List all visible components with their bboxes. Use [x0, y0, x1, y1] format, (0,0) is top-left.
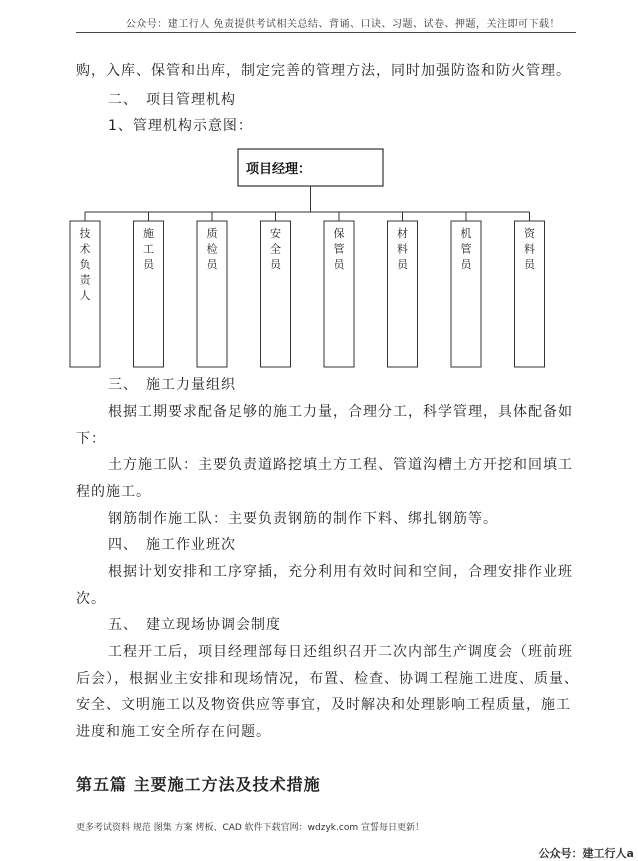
- page-header-text: 公众号：建工行人 免责提供考试相关总结、背诵、口诀、习题、试卷、押题，关注即可下载！: [125, 19, 560, 30]
- role-char: 人: [79, 289, 91, 302]
- role-char: 术: [79, 242, 91, 256]
- watermark-text: 公众号：建工行人a: [538, 847, 634, 860]
- role-char: 工: [143, 242, 154, 256]
- paragraph-shifts-line1: 根据计划安排和工序穿插，充分利用有效时间和空间，合理安排作业班: [108, 564, 573, 580]
- section-number: 三、: [108, 377, 138, 393]
- section-number: 四、: [108, 537, 138, 553]
- role-char: 责: [79, 273, 91, 287]
- role-char: 员: [333, 258, 345, 271]
- paragraph-coordination-line2: 后会），根据业主安排和现场情况，布置、检查、协调工程施工进度、质量、: [76, 671, 579, 687]
- paragraph-workforce-line2: 下：: [76, 431, 106, 447]
- role-char: 员: [397, 258, 408, 271]
- section-title: 施工力量组织: [146, 377, 236, 393]
- section-title: 项目管理机构: [146, 92, 236, 108]
- section-title: 施工作业班次: [146, 537, 236, 553]
- role-char: 管: [333, 242, 345, 256]
- role-char: 检: [206, 242, 218, 256]
- role-char: 员: [270, 258, 281, 271]
- chapter-title: 第五篇 主要施工方法及技术措施: [76, 775, 321, 794]
- role-char: 保: [333, 227, 345, 240]
- role-char: 技: [79, 227, 91, 240]
- role-char: 材: [397, 227, 408, 240]
- role-char: 员: [206, 258, 218, 271]
- paragraph-coordination-line1: 工程开工后，项目经理部每日还组织召开二次内部生产调度会（班前班: [108, 644, 573, 660]
- role-char: 安: [270, 227, 281, 240]
- org-chart-svg: [60, 146, 580, 371]
- paragraph-shifts-line2: 次。: [76, 591, 106, 607]
- org-chart: [60, 146, 580, 371]
- paragraph-workforce-line1: 根据工期要求配备足够的施工力量，合理分工，科学管理，具体配备如: [108, 404, 573, 420]
- role-char: 料: [524, 242, 535, 256]
- section-heading-workforce: [108, 378, 236, 392]
- role-char: 员: [524, 258, 535, 271]
- section-heading-project-organization: [108, 93, 236, 107]
- role-char: 施: [143, 227, 154, 240]
- role-char: 资: [524, 227, 535, 240]
- role-char: 机: [460, 227, 472, 240]
- role-char: 员: [460, 258, 472, 271]
- role-char: 质: [206, 227, 218, 240]
- page-footer-text: 更多考试资料 规范 图集 方案 烤板、CAD 软件下载官网：wdzyk.com 宣誓每日更新！: [76, 823, 424, 833]
- paragraph-earthwork-line2: 程的施工。: [76, 484, 151, 500]
- paragraph-storage-management: 购，入库、保管和出库，制定完善的管理方法，同时加强防盗和防火管理。: [76, 63, 571, 79]
- paragraph-coordination-line3: 安全、文明施工以及物资供应等事宜，及时解决和处理影响工程质量，施工: [76, 697, 571, 713]
- section-title: 建立现场协调会制度: [146, 617, 281, 633]
- header-divider: [76, 32, 576, 33]
- section-number: 五、: [108, 617, 138, 633]
- role-char: 员: [143, 258, 154, 271]
- role-char: 全: [270, 242, 281, 256]
- section-heading-coordination: [108, 618, 281, 632]
- role-char: 负: [79, 258, 91, 271]
- role-char: 料: [397, 242, 408, 256]
- manager-label: 项目经理：: [246, 162, 312, 177]
- paragraph-earthwork-line1: 土方施工队：主要负责道路挖填土方工程、管道沟槽土方开挖和回填工: [108, 457, 573, 473]
- section-heading-shifts: [108, 538, 236, 552]
- role-char: 管: [460, 242, 472, 256]
- paragraph-coordination-line4: 进度和施工安全所存在问题。: [76, 724, 271, 740]
- paragraph-rebar-team: 钢筋制作施工队：主要负责钢筋的制作下料、绑扎钢筋等。: [108, 511, 498, 527]
- subheading-org-chart: 1、管理机构示意图：: [108, 118, 253, 134]
- section-number: 二、: [108, 92, 138, 108]
